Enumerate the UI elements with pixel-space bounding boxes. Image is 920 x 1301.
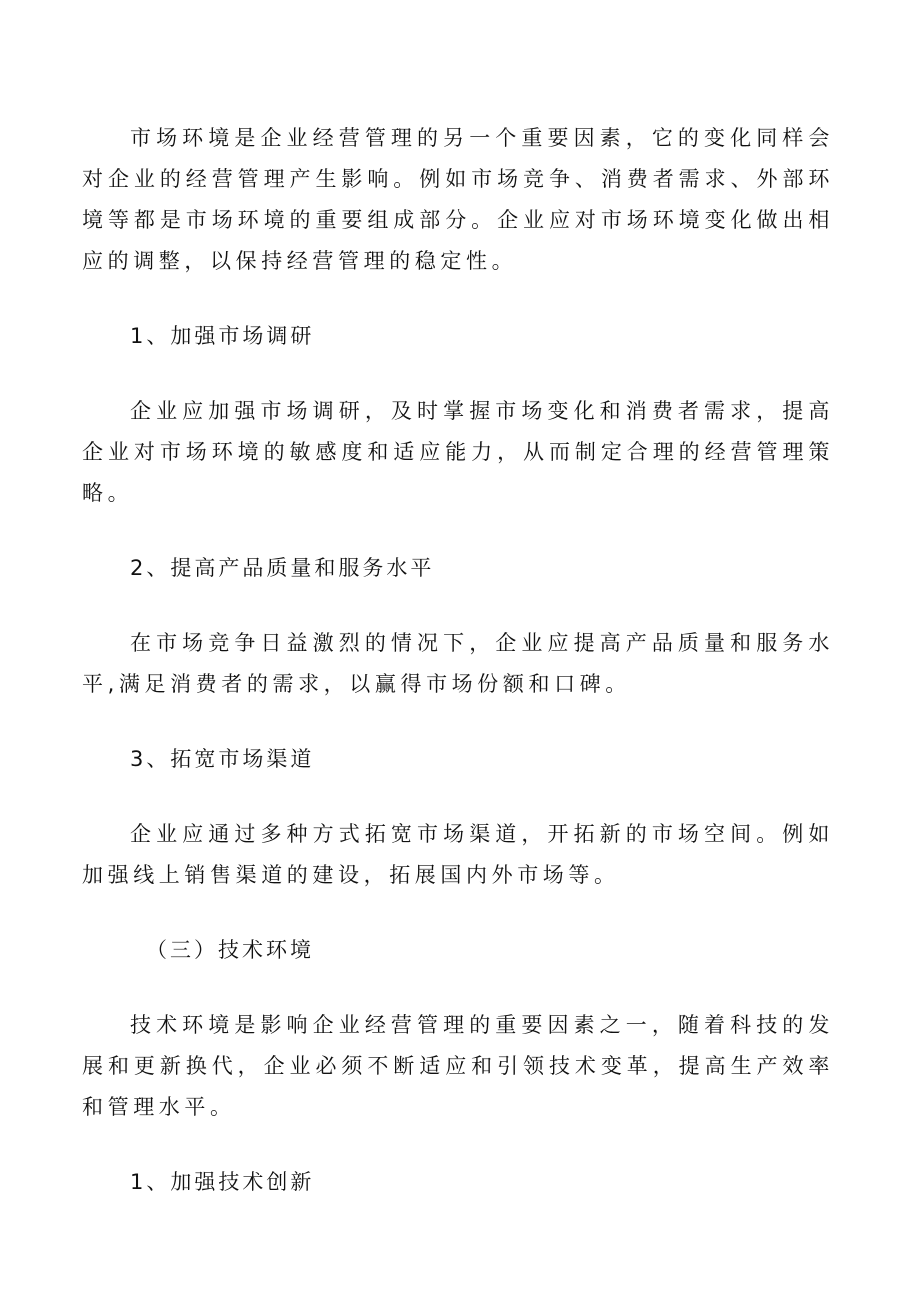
- section-heading-technology-environment: （三）技术环境: [146, 938, 314, 962]
- paragraph-market-channels: 企业应通过多种方式拓宽市场渠道，开拓新的市场空间。例如加强线上销售渠道的建设，拓展国内外市场等。: [82, 822, 834, 887]
- heading-technology-innovation: 1、加强技术创新: [130, 1170, 315, 1194]
- document-page: [82, 118, 834, 1203]
- paragraph-market-research: 企业应加强市场调研，及时掌握市场变化和消费者需求，提高企业对市场环境的敏感度和适应能力，从而制定合理的经营管理策略。: [82, 399, 834, 505]
- heading-market-channels: 3、拓宽市场渠道: [130, 747, 315, 771]
- heading-market-research: 1、加强市场调研: [130, 324, 315, 348]
- paragraph-market-environment: 市场环境是企业经营管理的另一个重要因素，它的变化同样会对企业的经营管理产生影响。例如市场竞争、消费者需求、外部环境等都是市场环境的重要组成部分。企业应对市场环境变化做出相应的调整，以保持经营管理的稳定性。: [82, 126, 834, 273]
- heading-product-quality: 2、提高产品质量和服务水平: [130, 556, 435, 580]
- paragraph-product-quality: 在市场竞争日益激烈的情况下，企业应提高产品质量和服务水平,满足消费者的需求，以赢得市场份额和口碑。: [82, 631, 834, 696]
- paragraph-technology-environment: 技术环境是影响企业经营管理的重要因素之一，随着科技的发展和更新换代，企业必须不断适应和引领技术变革，提高生产效率和管理水平。: [82, 1013, 834, 1119]
